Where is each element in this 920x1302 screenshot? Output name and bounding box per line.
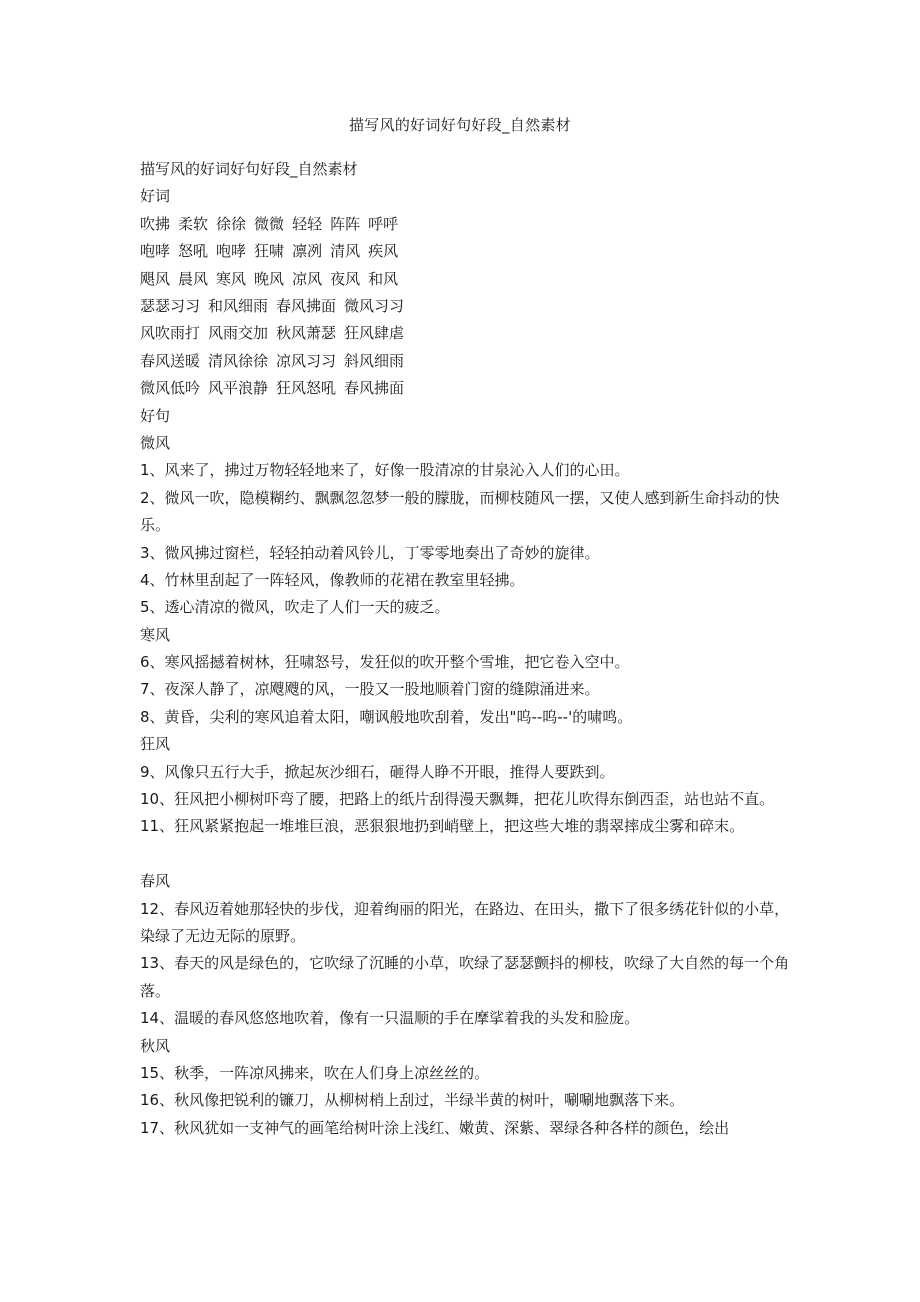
word: 和风细雨 — [208, 296, 269, 315]
sentence-item: 13、春天的风是绿色的，它吹绿了沉睡的小草，吹绿了瑟瑟颤抖的柳枝，吹绿了大自然的每一个角落。 — [140, 954, 790, 1000]
word: 轻轻 — [292, 214, 323, 233]
word: 阵阵 — [330, 214, 361, 233]
word: 和风 — [368, 269, 399, 288]
word: 春风送暖 — [140, 351, 201, 370]
word: 飓风 — [140, 269, 171, 288]
word: 春风拂面 — [344, 379, 405, 398]
word: 凛冽 — [292, 242, 323, 261]
word: 狂啸 — [254, 242, 285, 261]
blank-line — [140, 841, 790, 868]
sentence-item: 12、春风迈着她那轻快的步伐，迎着绚丽的阳光，在路边、在田头，撒下了很多绣花针似的小草，染绿了无边无际的原野。 — [140, 899, 790, 945]
word: 晨风 — [178, 269, 209, 288]
word: 呼呼 — [368, 214, 399, 233]
word: 凉风 — [292, 269, 323, 288]
sentence-item: 17、秋风犹如一支神气的画笔给树叶涂上浅红、嫩黄、深紫、翠绿各种各样的颜色，绘出 — [140, 1118, 730, 1137]
word: 微风习习 — [344, 296, 405, 315]
sentence-item: 7、夜深人静了，凉飕飕的风，一股又一股地顺着门窗的缝隙涌进来。 — [140, 680, 600, 699]
sentence-item: 8、黄昏，尖利的寒风追着太阳，嘲讽般地吹刮着，发出"呜--呜--'的啸鸣。 — [140, 707, 633, 726]
document-title: 描写风的好词好句好段_自然素材 — [348, 116, 571, 134]
word: 咆哮 — [140, 242, 171, 261]
word: 寒风 — [216, 269, 247, 288]
sentence-item: 11、狂风紧紧抱起一堆堆巨浪，恶狠狠地扔到峭壁上，把这些大堆的翡翠摔成尘雾和碎末。 — [140, 817, 745, 836]
sentence-item: 9、风像只五行大手，掀起灰沙细石，砸得人睁不开眼，推得人要跌到。 — [140, 762, 615, 781]
document-body — [140, 156, 790, 1142]
word: 狂风肆虐 — [344, 324, 405, 343]
word-list — [140, 211, 790, 403]
section-heading-gale: 狂风 — [140, 735, 171, 754]
sentence-item: 2、微风一吹，隐模糊约、飘飘忽忽梦一般的朦胧，而柳枝随风一摆，又使人感到新生命抖动的快乐。 — [140, 488, 780, 535]
section-heading-autumn-wind: 秋风 — [140, 1036, 171, 1055]
sentence-item: 3、微风拂过窗栏，轻轻拍动着风铃儿，丁零零地奏出了奇妙的旋律。 — [140, 543, 600, 562]
word-row — [140, 293, 790, 320]
word: 清风徐徐 — [208, 351, 269, 370]
word: 吹拂 — [140, 214, 171, 233]
section-heading-breeze: 微风 — [140, 433, 171, 452]
word: 咆哮 — [216, 242, 247, 261]
sentence-item: 14、温暖的春风悠悠地吹着，像有一只温顺的手在摩挲着我的头发和脸庞。 — [140, 1009, 640, 1028]
sentence-item: 6、寒风摇撼着树林，狂啸怒号，发狂似的吹开整个雪堆，把它卷入空中。 — [140, 653, 630, 672]
word: 春风拂面 — [276, 296, 337, 315]
word: 夜风 — [330, 269, 361, 288]
word: 微微 — [254, 214, 285, 233]
document-subtitle: 描写风的好词好句好段_自然素材 — [140, 160, 358, 178]
word: 徐徐 — [216, 214, 247, 233]
word: 风吹雨打 — [140, 324, 201, 343]
sentence-item: 4、竹林里刮起了一阵轻风，像教师的花裙在教室里轻拂。 — [140, 570, 525, 589]
word: 斜风细雨 — [344, 351, 405, 370]
word-row — [140, 238, 790, 265]
sentence-item: 16、秋风像把锐利的镰刀，从柳树梢上刮过，半绿半黄的树叶，唰唰地飘落下来。 — [140, 1091, 685, 1110]
word: 怒吼 — [178, 242, 209, 261]
section-heading-spring-wind: 春风 — [140, 872, 171, 891]
sentence-item: 10、狂风把小柳树吓弯了腰，把路上的纸片刮得漫天飘舞，把花儿吹得东倒西歪，站也站不直。 — [140, 790, 775, 809]
word: 微风低吟 — [140, 379, 201, 398]
word: 风平浪静 — [208, 379, 269, 398]
word-row — [140, 348, 790, 375]
sentences-heading: 好句 — [140, 406, 171, 425]
section-heading-cold-wind: 寒风 — [140, 625, 171, 644]
word-row — [140, 266, 790, 293]
word: 瑟瑟习习 — [140, 296, 201, 315]
word-row — [140, 320, 790, 347]
sentence-item: 1、风来了，拂过万物轻轻地来了，好像一股清凉的甘泉沁入人们的心田。 — [140, 461, 630, 480]
word-row — [140, 375, 790, 402]
word: 柔软 — [178, 214, 209, 233]
word-row — [140, 211, 790, 238]
word: 风雨交加 — [208, 324, 269, 343]
word: 秋风萧瑟 — [276, 324, 337, 343]
word: 狂风怒吼 — [276, 379, 337, 398]
word: 清风 — [330, 242, 361, 261]
word: 疾风 — [368, 242, 399, 261]
sentence-item: 5、透心清凉的微风，吹走了人们一天的疲乏。 — [140, 598, 450, 617]
words-heading: 好词 — [140, 187, 171, 206]
word: 晚风 — [254, 269, 285, 288]
word: 凉风习习 — [276, 351, 337, 370]
sentence-item: 15、秋季，一阵凉风拂来，吹在人们身上凉丝丝的。 — [140, 1064, 490, 1082]
